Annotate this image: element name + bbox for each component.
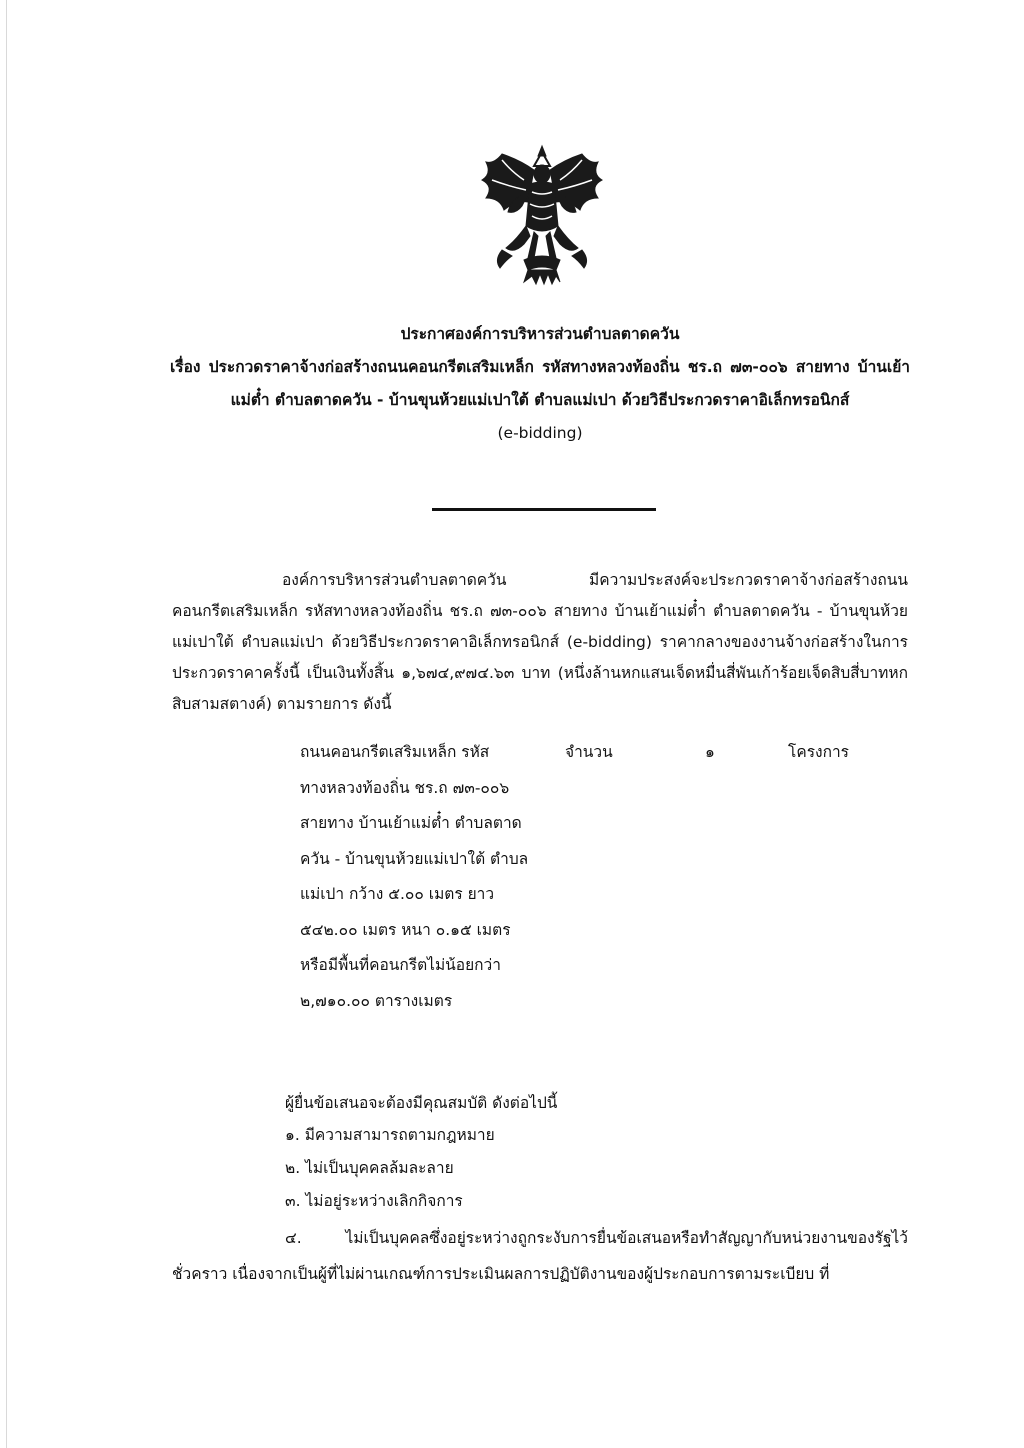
qualification-item: ๓. ไม่อยู่ระหว่างเลิกกิจการ [285, 1192, 463, 1210]
qualification-item: ๒. ไม่เป็นบุคคลล้มละลาย [285, 1159, 454, 1177]
scan-edge-line [6, 0, 7, 1448]
announcement-method: (e-bidding) [497, 424, 583, 442]
item-quantity-value: ๑ [705, 743, 715, 761]
item-quantity-label: จำนวน [565, 743, 613, 761]
intro-paragraph: องค์การบริหารส่วนตำบลตาดควัน มีความประสงค์จะประกวดราคาจ้างก่อสร้างถนนคอนกรีตเสริมเหล็ก รหัสทางหลวงท้องถิ่น ชร.ถ ๗๓-๐๐๖ สายทาง บ้านเย้าแม่ต๋ำ ตำบลตาดควัน - บ้านขุนห้วยแม่เปาใต้ ตำบลแม่เปา ด้วยวิธีประกวดราคาอิเล็กทรอนิกส์ (e-bidding) ราคากลางของงานจ้างก่อสร้างในการประกวดราคาครั้งนี้ เป็นเงินทั้งสิ้น ๑,๖๗๔,๙๗๔.๖๓ บาท (หนึ่งล้านหกแสนเจ็ดหมื่นสี่พันเก้าร้อยเจ็ดสิบสี่บาทหกสิบสามสตางค์) ตามรายการ ดังนี้ [172, 571, 908, 713]
qualifications-heading: ผู้ยื่นข้อเสนอจะต้องมีคุณสมบัติ ดังต่อไปนี้ [285, 1094, 558, 1112]
item-description: ถนนคอนกรีตเสริมเหล็ก รหัสทางหลวงท้องถิ่น ชร.ถ ๗๓-๐๐๖ สายทาง บ้านเย้าแม่ต๋ำ ตำบลตาดควัน - บ้านขุนห้วยแม่เปาใต้ ตำบลแม่เปา กว้าง ๕.๐๐ เมตร ยาว ๕๔๒.๐๐ เมตร หนา ๐.๑๕ เมตร หรือมีพื้นที่คอนกรีตไม่น้อยกว่า ๒,๗๑๐.๐๐ ตารางเมตร [300, 743, 529, 1010]
announcement-subject: เรื่อง ประกวดราคาจ้างก่อสร้างถนนคอนกรีตเสริมเหล็ก รหัสทางหลวงท้องถิ่น ชร.ถ ๗๓-๐๐๖ สายทาง บ้านเย้าแม่ต๋ำ ตำบลตาดควัน - บ้านขุนห้วยแม่เปาใต้ ตำบลแม่เปา ด้วยวิธีประกวดราคาอิเล็กทรอนิกส์ [170, 358, 910, 409]
announcement-org-heading: ประกาศองค์การบริหารส่วนตำบลตาดควัน [400, 325, 680, 343]
garuda-emblem [472, 140, 612, 290]
heading-divider [432, 508, 656, 511]
qualification-item: ๑. มีความสามารถตามกฎหมาย [285, 1126, 495, 1144]
item-quantity-unit: โครงการ [788, 743, 850, 761]
qualification-item: ๔. ไม่เป็นบุคคลซึ่งอยู่ระหว่างถูกระงับการยื่นข้อเสนอหรือทำสัญญากับหน่วยงานของรัฐไว้ชั่วคราว เนื่องจากเป็นผู้ที่ไม่ผ่านเกณฑ์การประเมินผลการปฏิบัติงานของผู้ประกอบการตามระเบียบ ที่ [172, 1229, 908, 1283]
